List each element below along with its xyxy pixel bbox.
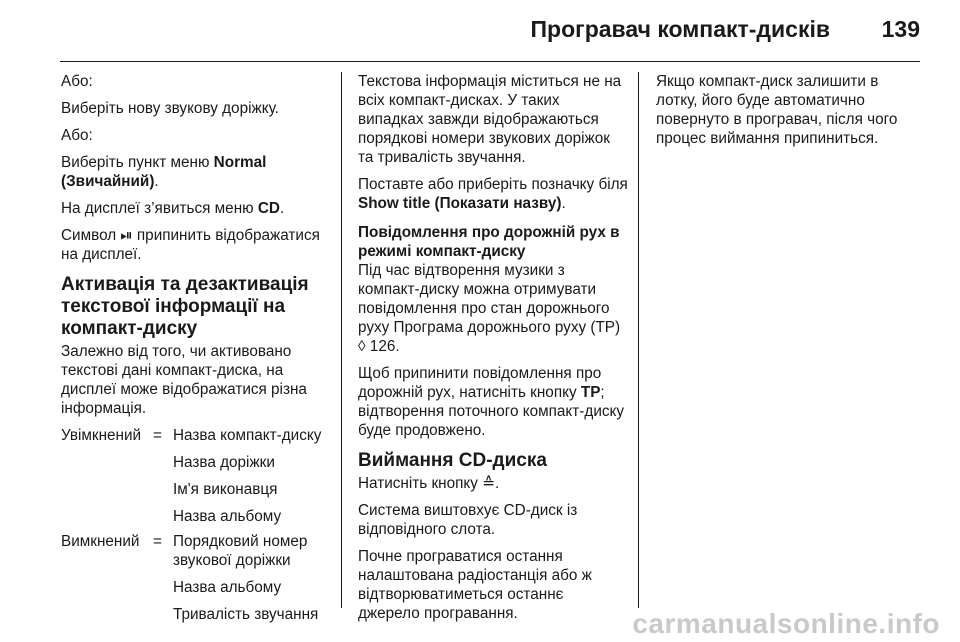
column-divider <box>638 72 639 608</box>
paragraph: Поставте або приберіть позначку біля Show title (Показати назву). <box>358 176 628 212</box>
page-header <box>40 14 920 54</box>
table-row <box>61 532 329 632</box>
header-divider <box>60 61 920 62</box>
table-key: Увімкнений <box>61 427 142 444</box>
menu-label: CD <box>257 200 280 217</box>
page-number: 139 <box>881 16 920 42</box>
paragraph: Символ ⏯ припинить відображатися на дисплеї. <box>61 227 320 263</box>
table-values: Порядковий номер звукової доріжки Назва альбому Тривалість звучання <box>173 533 319 623</box>
paragraph: Під час відтворення музики з компакт-диску можна отримувати повідомлення про стан дорожнього руху Програма дорожнього руху (TP) ◊ 126. <box>358 262 621 355</box>
page-title: Програвач компакт-дисків <box>530 16 830 42</box>
table-values: Назва компакт-диску Назва доріжки Ім'я виконавця Назва альбому <box>173 427 322 525</box>
paragraph: Щоб припинити повідомлення про дорожній рух, натисніть кнопку TP; відтворення поточного компакт-диску буде продовжено. <box>358 365 625 439</box>
menu-label: Normal (Звичайний) <box>61 154 267 190</box>
paragraph: Система виштовхує CD-диск із відповідного слота. <box>358 502 578 538</box>
column-middle <box>358 72 628 631</box>
watermark: carmanualsonline.info <box>632 608 940 639</box>
paragraph: Або: <box>61 73 93 90</box>
column-right <box>656 72 918 156</box>
paragraph: Почне програватися остання налаштована радіостанція або ж відтворюватиметься останнє джерело програвання. <box>358 548 592 622</box>
paragraph: Виберіть нову звукову доріжку. <box>61 100 279 117</box>
table-key: Вимкнений <box>61 533 140 550</box>
column-divider <box>341 72 342 608</box>
table-equals: = <box>153 533 162 550</box>
button-label: TP <box>580 384 601 401</box>
table-row <box>61 426 329 526</box>
subsection-heading: Повідомлення про дорожній рух в режимі компакт-диску <box>358 224 620 260</box>
paragraph: Виберіть пункт меню Normal (Звичайний). <box>61 154 267 190</box>
option-label: Show title (Показати назву) <box>358 195 562 212</box>
display-info-table <box>61 426 329 632</box>
paragraph: Або: <box>61 127 93 144</box>
section-heading: Активація та дезактивація текстової інформації на компакт-диску <box>61 274 309 339</box>
column-left <box>61 72 329 638</box>
paragraph: Натисніть кнопку ≙. <box>358 475 500 492</box>
paragraph: На дисплеї з’явиться меню CD. <box>61 200 285 217</box>
paragraph: Текстова інформація міститься не на всіх компакт-дисках. У таких випадках завжди відображаються порядкові номери звукових доріжок та тривалість звучання. <box>358 73 622 166</box>
paragraph: Якщо компакт-диск залишити в лотку, його буде автоматично повернуто в програвач, після чого процес виймання припиниться. <box>656 73 898 147</box>
section-heading: Виймання CD-диска <box>358 450 547 471</box>
table-equals: = <box>153 427 162 444</box>
paragraph: Залежно від того, чи активовано текстові дані компакт-диска, на дисплеї може відображатися різна інформація. <box>61 343 307 417</box>
